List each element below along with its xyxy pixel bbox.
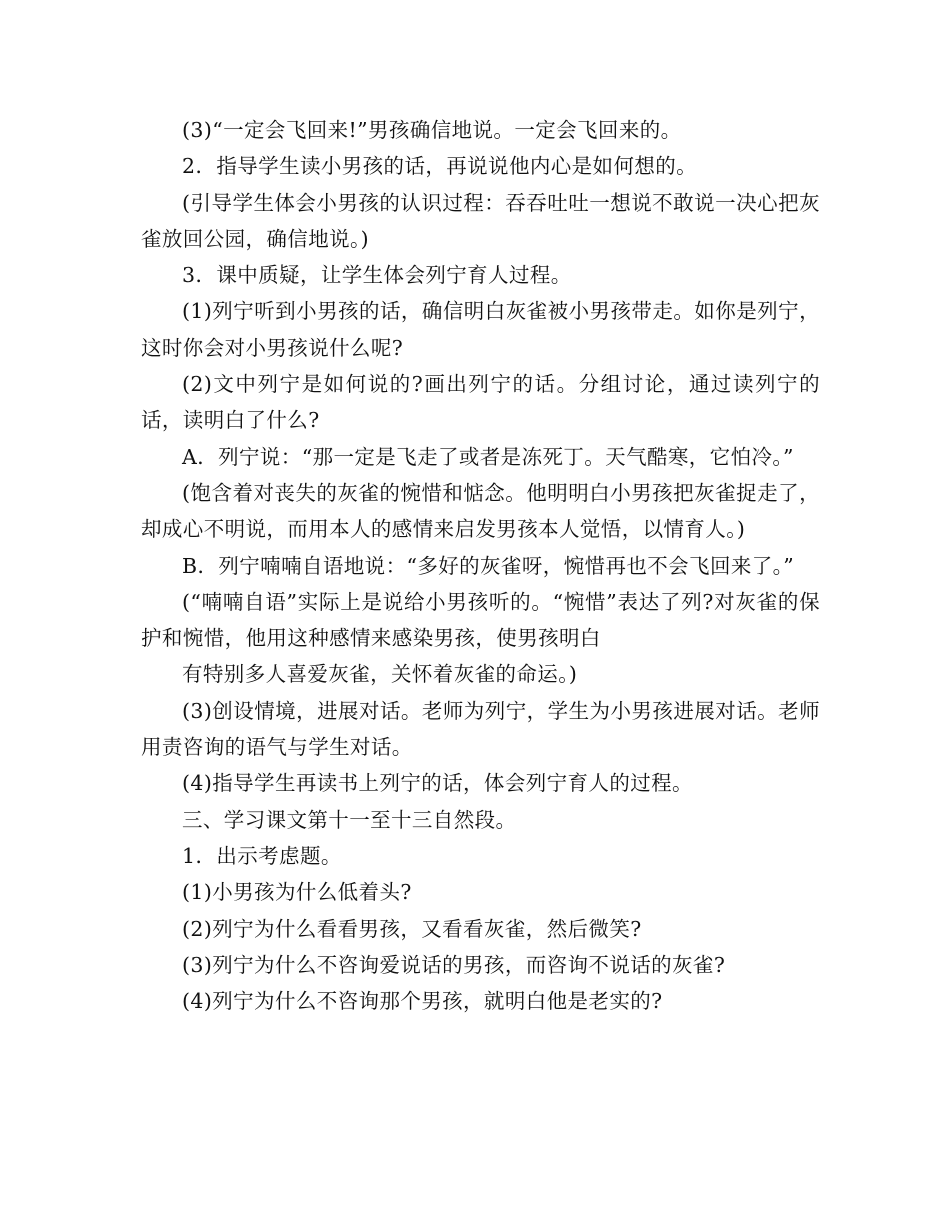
paragraph-15: 1．出示考虑题。 [182, 843, 342, 868]
paragraph-16: (1)小男孩为什么低着头? [182, 880, 412, 905]
paragraph-2: 2．指导学生读小男孩的话，再说说他内心是如何想的。 [182, 154, 698, 179]
paragraph-14: 三、学习课文第十一至十三自然段。 [182, 807, 517, 832]
paragraph-5: (1)列宁听到小男孩的话，确信明白灰雀被小男孩带走。如你是列宁，这时你会对小男孩说什么呢? [141, 299, 820, 360]
paragraph-8: (饱含着对丧失的灰雀的惋惜和惦念。他明明白小男孩把灰雀捉走了，却成心不明说，而用本人的感情来启发男孩本人觉悟，以情育人。) [141, 480, 820, 542]
paragraph-9: B．列宁喃喃自语地说：“多好的灰雀呀，惋惜再也不会飞回来了。” [182, 553, 795, 578]
paragraph-17: (2)列宁为什么看看男孩，又看看灰雀，然后微笑? [182, 916, 642, 941]
paragraph-3: (引导学生体会小男孩的认识过程：吞吞吐吐一想说不敢说一决心把灰雀放回公园，确信地说。) [141, 190, 820, 251]
paragraph-10: (“喃喃自语”实际上是说给小男孩听的。“惋惜”表达了列?对灰雀的保护和惋惜，他用这种感情来感染男孩，使男孩明白 [141, 589, 820, 651]
paragraph-19: (4)列宁为什么不咨询那个男孩，就明白他是老实的? [182, 989, 663, 1014]
paragraph-12: (3)创设情境，进展对话。老师为列宁，学生为小男孩进展对话。老师用责咨询的语气与学生对话。 [141, 698, 820, 760]
paragraph-18: (3)列宁为什么不咨询爱说话的男孩，而咨询不说话的灰雀? [182, 952, 726, 977]
paragraph-4: 3．课中质疑，让学生体会列宁育人过程。 [182, 263, 572, 288]
paragraph-6: (2)文中列宁是如何说的?画出列宁的话。分组讨论，通过读列宁的话，读明白了什么? [141, 372, 820, 433]
paragraph-11: 有特别多人喜爱灰雀，关怀着灰雀的命运。) [182, 662, 578, 687]
paragraph-13: (4)指导学生再读书上列宁的话，体会列宁育人的过程。 [182, 771, 693, 796]
paragraph-7: A．列宁说：“那一定是飞走了或者是冻死丁。天气酷寒，它怕冷。” [182, 444, 794, 469]
paragraph-1: (3)“一定会飞回来!”男孩确信地说。一定会飞回来的。 [182, 118, 682, 142]
